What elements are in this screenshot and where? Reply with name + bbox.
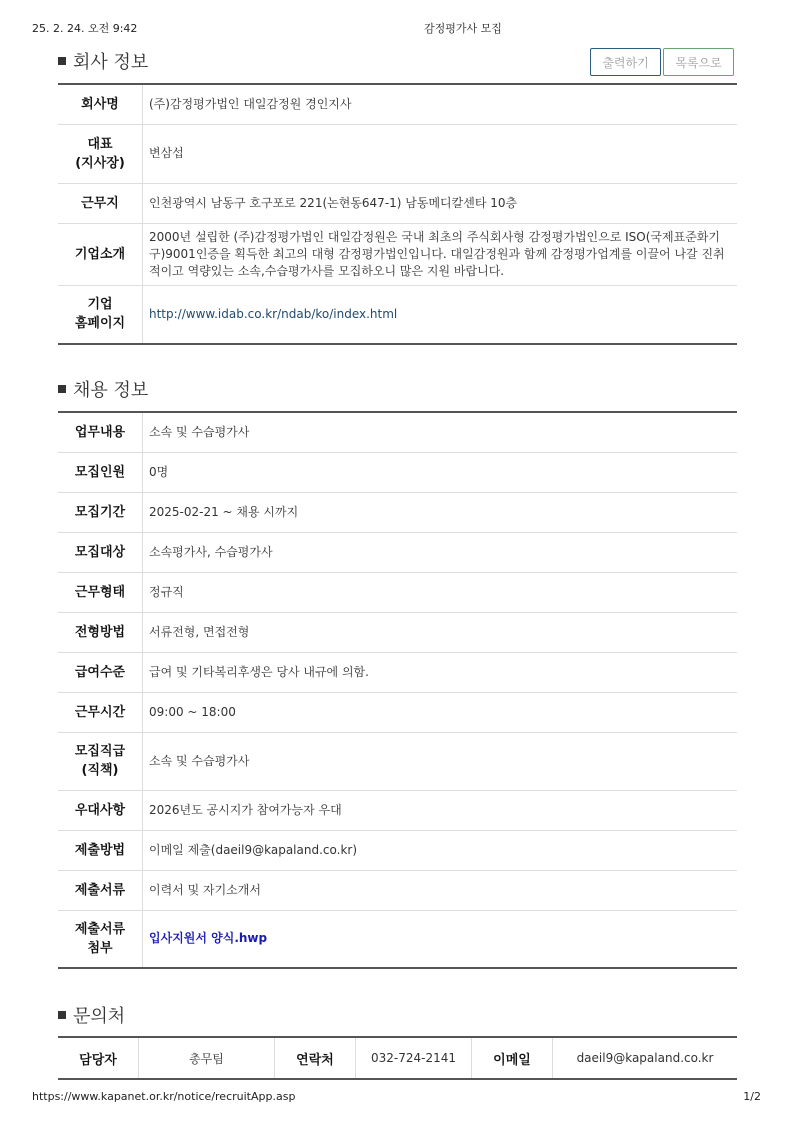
selection-method-value: 서류전형, 면접전형 [143,612,738,652]
print-date: 25. 2. 24. 오전 9:42 [32,22,138,35]
email-label: 이메일 [472,1037,553,1079]
ceo-label: 대표 (지사장) [58,124,143,183]
square-bullet-icon [58,385,66,393]
table-row [58,492,737,532]
submit-method-label: 제출방법 [58,830,143,870]
submit-method-value: 이메일 제출(daeil9@kapaland.co.kr) [143,830,738,870]
preference-label: 우대사항 [58,790,143,830]
period-label: 모집기간 [58,492,143,532]
preference-value: 2026년도 공시지가 참여가능자 우대 [143,790,738,830]
attachment-label: 제출서류 첨부 [58,910,143,968]
action-buttons [590,48,734,76]
table-row [58,732,737,790]
table-row [58,910,737,968]
job-description-label: 업무내용 [58,412,143,452]
position-value: 소속 및 수습평가사 [143,732,738,790]
salary-label: 급여수준 [58,652,143,692]
table-row [58,532,737,572]
table-row [58,652,737,692]
email-value: daeil9@kapaland.co.kr [576,1051,714,1065]
employment-type-value: 정규직 [143,572,738,612]
print-url: https://www.kapanet.or.kr/notice/recruitApp.asp [32,1090,296,1103]
salary-value: 급여 및 기타복리후생은 당사 내규에 의함. [143,652,738,692]
documents-value: 이력서 및 자기소개서 [143,870,738,910]
company-section-title: 회사 정보 [58,48,148,74]
headcount-value: 0명 [143,452,738,492]
print-header [0,20,793,36]
contact-table [58,1036,737,1080]
homepage-label: 기업 홈페이지 [58,285,143,344]
workplace-value: 인천광역시 남동구 호구포로 221(논현동647-1) 남동메디칼센타 10층 [143,183,738,223]
table-row [58,612,737,652]
company-info-table [58,83,737,345]
table-row [58,285,737,344]
square-bullet-icon [58,1011,66,1019]
phone-label: 연락처 [275,1037,356,1079]
print-button[interactable]: 출력하기 [590,48,661,76]
company-name-label: 회사명 [58,84,143,124]
list-button[interactable]: 목록으로 [663,48,734,76]
homepage-link[interactable]: http://www.idab.co.kr/ndab/ko/index.html [149,306,398,321]
print-page-title: 감정평가사 모집 [424,22,502,35]
table-row [58,84,737,124]
workplace-label: 근무지 [58,183,143,223]
recruit-info-table [58,411,737,969]
square-bullet-icon [58,57,66,65]
company-intro-label: 기업소개 [58,223,143,285]
contact-section-title: 문의처 [58,1002,125,1028]
target-label: 모집대상 [58,532,143,572]
work-hours-label: 근무시간 [58,692,143,732]
employment-type-label: 근무형태 [58,572,143,612]
company-intro-value: 2000년 설립한 (주)감정평가법인 대일감정원은 국내 최초의 주식회사형 감정평가법인으로 ISO(국제표준화기구)9001인증을 획득한 최고의 대형 감정평가법인입니다. 대일감정원과 함께 감정평가업계를 이끌어 나갈 진취적이고 역량있는 소속,수습평가사를 모집하오니 많은 지원 바랍니다. [143,223,738,285]
manager-value: 총무팀 [139,1037,275,1079]
table-row [58,223,737,285]
table-row [58,412,737,452]
work-hours-value: 09:00 ~ 18:00 [143,692,738,732]
table-row [58,183,737,223]
position-label: 모집직급 (직책) [58,732,143,790]
table-row [58,452,737,492]
documents-label: 제출서류 [58,870,143,910]
phone-value: 032-724-2141 [356,1037,472,1079]
ceo-value: 변삼섭 [143,124,738,183]
table-row [58,572,737,612]
table-row [58,830,737,870]
table-row [58,692,737,732]
selection-method-label: 전형방법 [58,612,143,652]
table-row [58,1037,737,1079]
manager-label: 담당자 [58,1037,139,1079]
table-row [58,790,737,830]
target-value: 소속평가사, 수습평가사 [143,532,738,572]
table-row [58,870,737,910]
print-footer [0,1090,793,1106]
period-value: 2025-02-21 ~ 채용 시까지 [143,492,738,532]
company-name-value: (주)감정평가법인 대일감정원 경인지사 [143,84,738,124]
recruit-section-title: 채용 정보 [58,376,148,402]
table-row [58,124,737,183]
page-number: 1/2 [743,1090,761,1103]
headcount-label: 모집인원 [58,452,143,492]
job-description-value: 소속 및 수습평가사 [143,412,738,452]
attachment-file-link[interactable]: 입사지원서 양식.hwp [149,931,268,946]
